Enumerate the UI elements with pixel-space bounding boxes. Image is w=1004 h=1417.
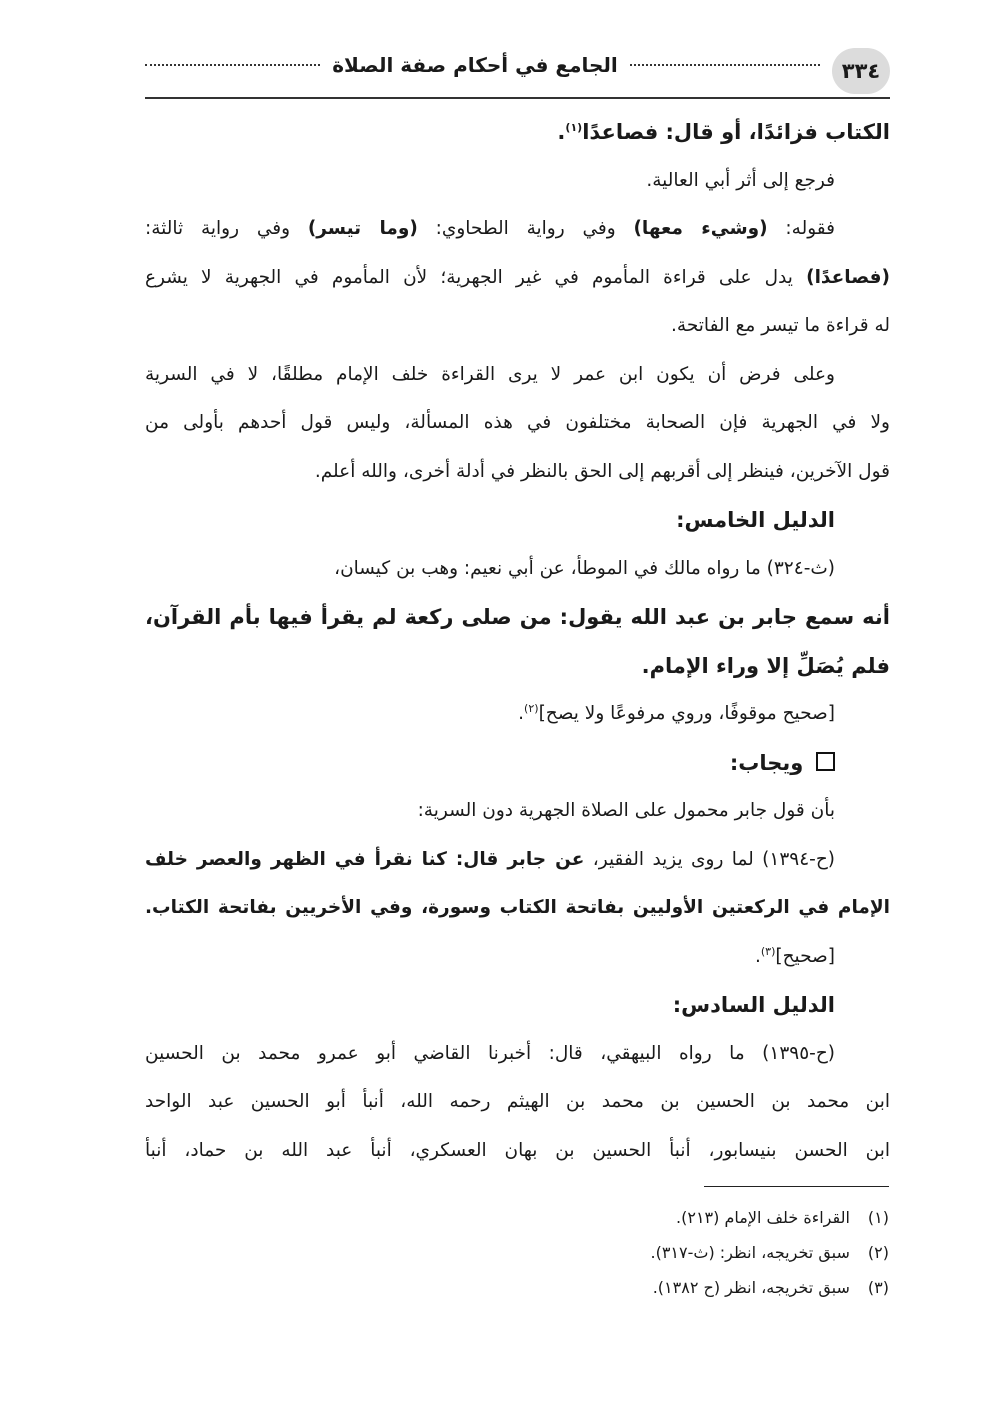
footnote-text: سبق تخريجه، انظر: (ث-٣١٧). <box>650 1243 850 1262</box>
text-line <box>145 399 890 448</box>
header-dots-left <box>145 64 320 66</box>
text-line <box>145 254 890 303</box>
footnote-number: (١) <box>867 1208 889 1227</box>
body-text <box>145 108 890 1175</box>
running-header <box>145 42 890 102</box>
text-line <box>145 1078 890 1127</box>
text-run: وفي رواية الطحاوي: <box>417 218 634 239</box>
grading-line <box>145 690 890 739</box>
text-run: عن جابر قال: كنا نقرأ في الظهر والعصر خلف <box>145 848 585 870</box>
text-run: (فصاعدًا) <box>806 266 890 288</box>
text-run: الإمام في الركعتين الأوليين بفاتحة الكتاب وسورة، وفي الأخريين بفاتحة الكتاب. <box>145 897 890 918</box>
text-line <box>145 157 890 206</box>
quoted-text-line <box>145 642 890 691</box>
footnote-ref: (١) <box>565 121 583 134</box>
reply-heading <box>145 739 890 788</box>
footnotes <box>289 1200 889 1305</box>
text-run: الدليل السادس: <box>672 993 835 1017</box>
quoted-text-line <box>145 593 890 642</box>
text-run: ويجاب: <box>729 750 804 775</box>
text-run: ولا في الجهرية فإن الصحابة مختلفون في هذه المسألة، وليس قول أحدهم بأولى من <box>145 412 890 433</box>
text-line <box>145 545 890 594</box>
quoted-text-line <box>145 884 890 933</box>
page-number: ٣٣٤ <box>832 48 890 94</box>
header-rule <box>145 97 890 99</box>
header-dots-right <box>630 64 820 66</box>
text-run: ابن الحسن بنيسابور، أنبأ الحسين بن بهان العسكري، أنبأ عبد الله بن حماد، أنبأ <box>145 1139 890 1161</box>
text-run: فلم يُصَلِّ إلا وراء الإمام. <box>641 653 890 678</box>
text-run: الكتاب فزائدًا، أو قال: فصاعدًا <box>582 120 890 144</box>
text-run: (ح-١٣٩٥) ما رواه البيهقي، قال: أخبرنا القاضي أبو عمرو محمد بن الحسين <box>145 1042 835 1064</box>
text-line <box>145 787 890 836</box>
text-line <box>145 351 890 400</box>
text-run: له قراءة ما تيسر مع الفاتحة. <box>671 315 890 336</box>
footnote-number: (٢) <box>867 1243 889 1262</box>
text-line <box>145 205 890 254</box>
text-run: (ث-٣٢٤) ما رواه مالك في الموطأ، عن أبي نعيم: وهب بن كيسان، <box>334 557 835 579</box>
text-run: . <box>518 703 525 724</box>
text-run: ابن محمد بن الحسين بن محمد بن الهيثم رحمه الله، أنبأ أبو الحسين عبد الواحد <box>145 1091 890 1112</box>
text-run: الدليل الخامس: <box>676 508 835 532</box>
text-run: (وما تيسر) <box>307 218 418 239</box>
text-run: وعلى فرض أن يكون ابن عمر لا يرى القراءة خلف الإمام مطلقًا، لا في السرية <box>145 363 835 385</box>
footnote-ref: (٣) <box>760 944 776 958</box>
footnote-text: القراءة خلف الإمام (٢١٣). <box>676 1208 850 1227</box>
footnote <box>289 1235 889 1270</box>
text-run: [صحيح] <box>775 945 835 967</box>
text-line <box>145 448 890 497</box>
text-line <box>145 1030 890 1079</box>
text-line <box>145 1127 890 1176</box>
text-run: (وشيء معها) <box>633 218 768 239</box>
footnote <box>289 1200 889 1235</box>
text-run: (ح-١٣٩٤) لما روى يزيد الفقير، <box>584 848 835 870</box>
text-run: . <box>754 945 761 967</box>
text-run: بأن قول جابر محمول على الصلاة الجهرية دون السرية: <box>417 800 835 821</box>
text-run: قول الآخرين، فينظر إلى أقربهم إلى الحق بالنظر في أدلة أخرى، والله أعلم. <box>314 460 890 482</box>
text-line <box>145 108 890 157</box>
section-heading <box>145 981 890 1030</box>
footnote-text: سبق تخريجه، انظر (ح ١٣٨٢). <box>652 1278 850 1297</box>
text-run: [صحيح موقوفًا، وروي مرفوعًا ولا يصح] <box>538 703 835 724</box>
text-line <box>145 836 890 885</box>
text-run: وفي رواية ثالثة: <box>145 218 308 239</box>
text-run: فرجع إلى أثر أبي العالية. <box>646 169 835 191</box>
book-title: الجامع في أحكام صفة الصلاة <box>332 53 618 77</box>
footnote-number: (٣) <box>867 1278 889 1297</box>
footnote-rule <box>704 1186 889 1187</box>
text-run: يدل على قراءة المأموم في غير الجهرية؛ لأن المأموم في الجهرية لا يشرع <box>145 266 807 288</box>
checkbox-square-icon <box>816 752 835 771</box>
footnote <box>289 1270 889 1305</box>
footnote-ref: (٢) <box>524 701 539 715</box>
text-run: أنه سمع جابر بن عبد الله يقول: من صلى ركعة لم يقرأ فيها بأم القرآن، <box>145 605 890 629</box>
text-run: . <box>557 120 566 144</box>
section-heading <box>145 496 890 545</box>
text-run: فقوله: <box>767 218 835 239</box>
text-line <box>145 302 890 351</box>
grading-line <box>145 933 890 982</box>
